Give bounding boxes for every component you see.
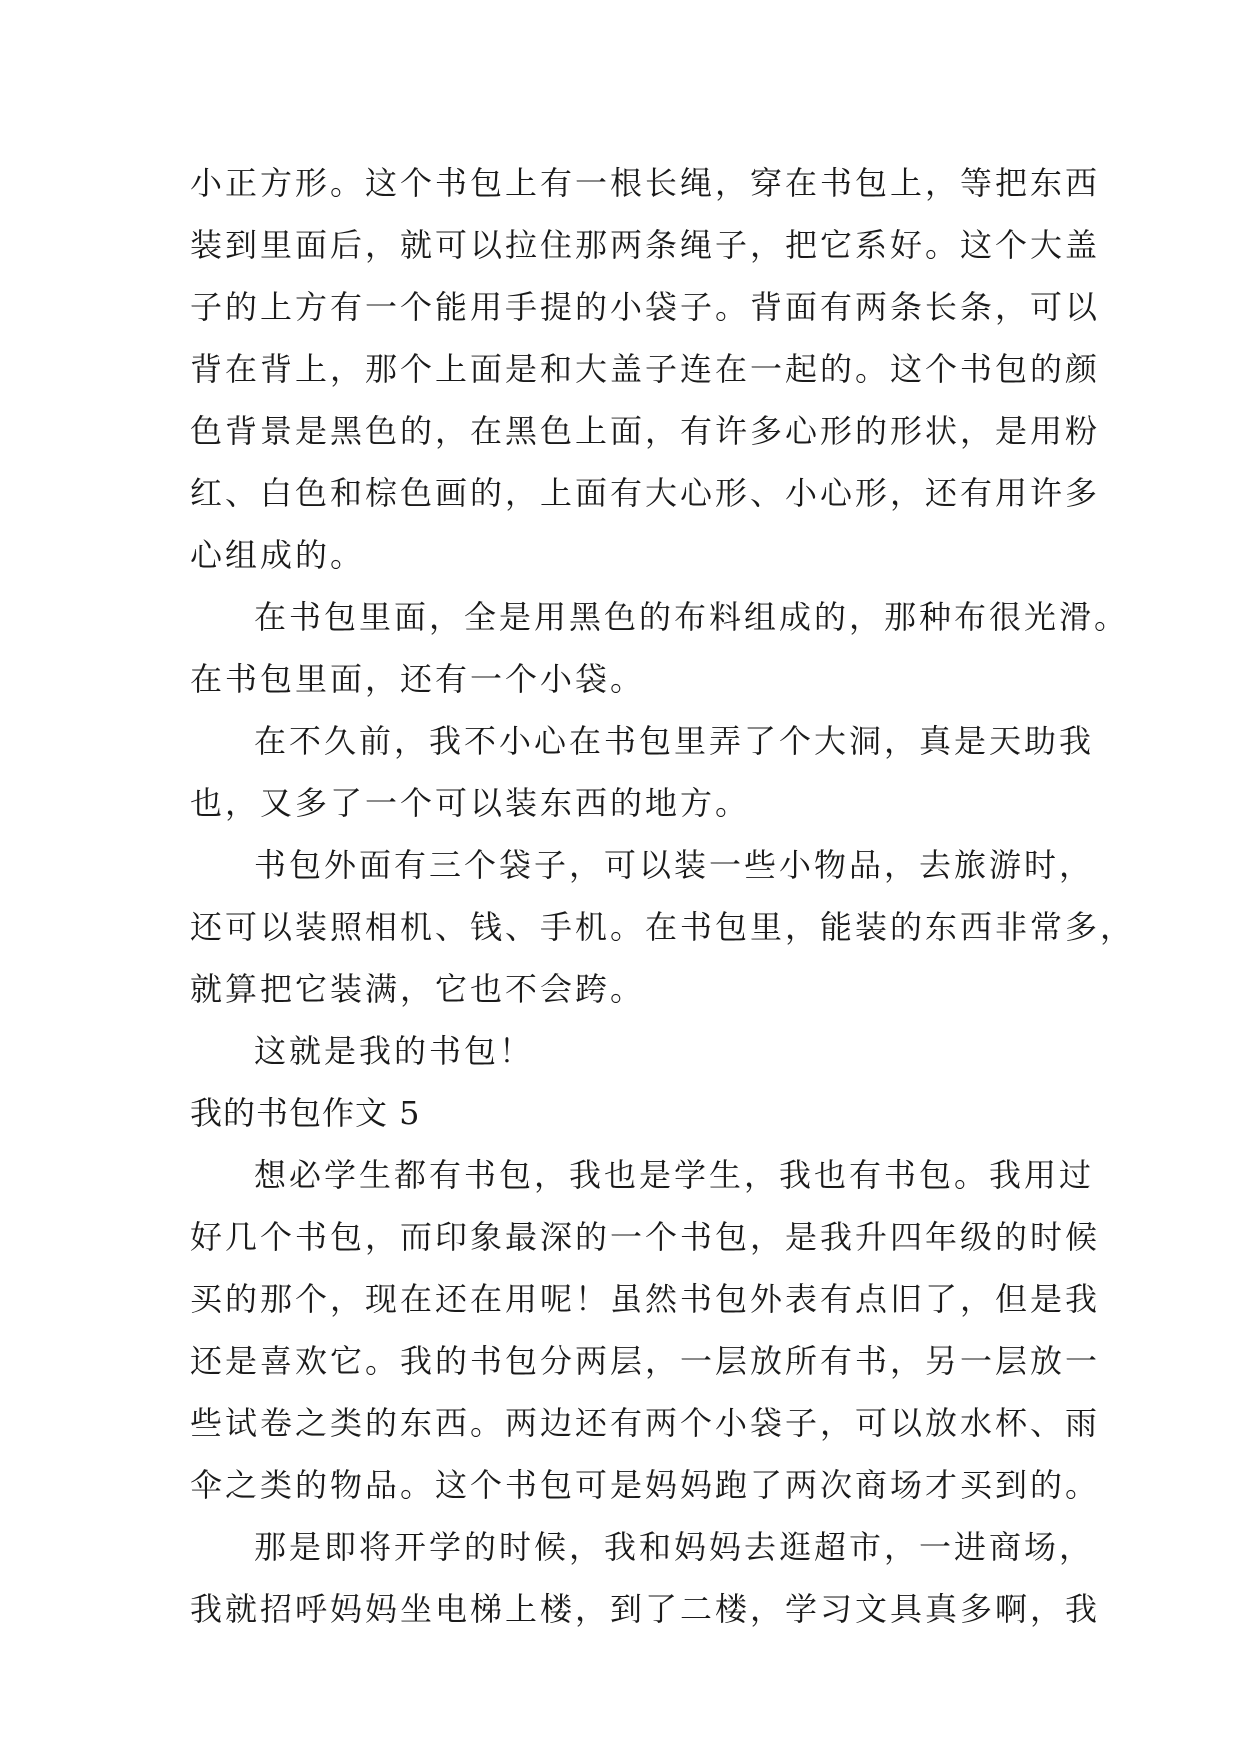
paragraph-first-line: 在书包里面，全是用黑色的布料组成的，那种布很光滑。 xyxy=(254,598,1130,636)
text-line: 装到里面后，就可以拉住那两条绳子，把它系好。这个大盖 xyxy=(190,226,1101,264)
text-line: 就算把它装满，它也不会跨。 xyxy=(190,970,646,1008)
paragraph-first-line: 想必学生都有书包，我也是学生，我也有书包。我用过 xyxy=(254,1156,1095,1194)
text-line: 也，又多了一个可以装东西的地方。 xyxy=(190,784,751,822)
section-heading: 我的书包作文 5 xyxy=(190,1094,421,1132)
paragraph-first-line: 这就是我的书包！ xyxy=(254,1032,535,1070)
text-line: 在书包里面，还有一个小袋。 xyxy=(190,660,646,698)
paragraph-first-line: 在不久前，我不小心在书包里弄了个大洞，真是天助我 xyxy=(254,722,1095,760)
text-line: 心组成的。 xyxy=(190,536,366,574)
text-line: 子的上方有一个能用手提的小袋子。背面有两条长条，可以 xyxy=(190,288,1101,326)
text-line: 色背景是黑色的，在黑色上面，有许多心形的形状，是用粉 xyxy=(190,412,1101,450)
text-line: 还可以装照相机、钱、手机。在书包里，能装的东西非常多， xyxy=(190,908,1136,946)
text-line: 我就招呼妈妈坐电梯上楼，到了二楼，学习文具真多啊，我 xyxy=(190,1590,1101,1628)
text-line: 还是喜欢它。我的书包分两层，一层放所有书，另一层放一 xyxy=(190,1342,1101,1380)
text-line: 小正方形。这个书包上有一根长绳，穿在书包上，等把东西 xyxy=(190,164,1101,202)
text-line: 背在背上，那个上面是和大盖子连在一起的。这个书包的颜 xyxy=(190,350,1101,388)
text-line: 伞之类的物品。这个书包可是妈妈跑了两次商场才买到的。 xyxy=(190,1466,1101,1504)
text-line: 些试卷之类的东西。两边还有两个小袋子，可以放水杯、雨 xyxy=(190,1404,1101,1442)
paragraph-first-line: 书包外面有三个袋子，可以装一些小物品，去旅游时， xyxy=(254,846,1095,884)
text-line: 好几个书包，而印象最深的一个书包，是我升四年级的时候 xyxy=(190,1218,1101,1256)
paragraph-first-line: 那是即将开学的时候，我和妈妈去逛超市，一进商场， xyxy=(254,1528,1095,1566)
text-line: 买的那个，现在还在用呢！虽然书包外表有点旧了，但是我 xyxy=(190,1280,1101,1318)
text-line: 红、白色和棕色画的，上面有大心形、小心形，还有用许多 xyxy=(190,474,1101,512)
document-body xyxy=(190,152,1136,1640)
